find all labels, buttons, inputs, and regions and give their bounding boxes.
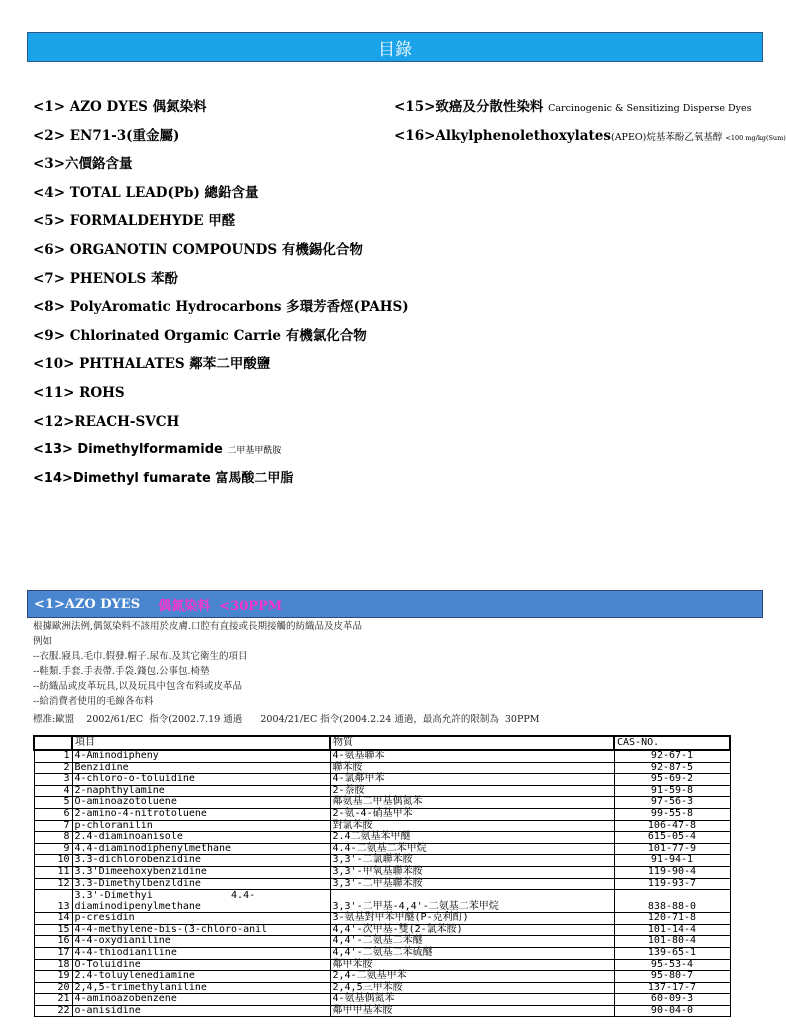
- row-item: 3.3'-Dimethyi 4.4- diaminodipenylmethane: [72, 890, 330, 913]
- row-cas: 92-87-5: [614, 762, 730, 774]
- header-substance: 物質: [330, 736, 614, 750]
- azo-dyes-table: [33, 735, 731, 1017]
- standard-line: 標准:歐盟 2002/61/EC 指令(2002.7.19 通過 2004/21/EC 指令(2004.2.24 通過，最高允許的限制為 30PPM: [33, 714, 540, 725]
- row-item: 2.4-diaminoanisole: [72, 832, 330, 844]
- toc-item-label: <16>Alkylphenolethoxylates: [394, 127, 611, 144]
- row-number: 10: [34, 855, 72, 867]
- toc-item: [33, 439, 393, 468]
- toc-item: [33, 382, 393, 411]
- toc-item-label: <11> ROHS: [33, 384, 125, 401]
- toc-item: [394, 125, 786, 154]
- note-line: --給消費者使用的毛線各布料: [33, 696, 154, 707]
- toc-left-column: [33, 96, 409, 496]
- toc-item: [33, 153, 393, 182]
- section-label: <1>AZO DYES: [34, 596, 159, 612]
- toc-item-label: <13> Dimethylformamide: [33, 442, 228, 458]
- row-number: 16: [34, 936, 72, 948]
- row-number: 3: [34, 774, 72, 786]
- row-number: 1: [34, 750, 72, 762]
- toc-item: [33, 125, 393, 154]
- row-cas: 91-59-8: [614, 785, 730, 797]
- row-substance: 鄰氨基二甲基偶氮苯: [330, 797, 614, 809]
- row-substance: 對氯苯胺: [330, 820, 614, 832]
- row-item: O-aminoazotoluene: [72, 797, 330, 809]
- row-number: 21: [34, 994, 72, 1006]
- row-number: 5: [34, 797, 72, 809]
- row-number: 20: [34, 982, 72, 994]
- note-line: --鞋類.手套.手表帶.手袋.錢包.公事包.椅墊: [33, 666, 210, 677]
- row-item: p-cresidin: [72, 913, 330, 925]
- table-row: [34, 762, 730, 774]
- row-substance: 3,3'-甲氧基聯苯胺: [330, 866, 614, 878]
- row-substance: 鄰甲甲基苯胺: [330, 1005, 614, 1017]
- note-line: 例如: [33, 636, 53, 647]
- toc-item-limit: <100 mg/kg(Sum): [725, 133, 786, 142]
- row-substance: 4,4'-次甲基-雙(2-氯苯胺): [330, 924, 614, 936]
- table-row: [34, 936, 730, 948]
- toc-item: [33, 210, 393, 239]
- row-number: 14: [34, 913, 72, 925]
- row-item: O-Toluidine: [72, 959, 330, 971]
- toc-item-label: <14>Dimethyl fumarate 富馬酸二甲脂: [33, 470, 294, 486]
- table-row: [34, 959, 730, 971]
- row-number: 13: [34, 890, 72, 913]
- toc-item-label: <15>致癌及分散性染料: [394, 99, 549, 115]
- toc-item-label: <8> PolyAromatic Hydrocarbons 多環芳香烴(PAHS): [33, 299, 409, 316]
- section-label-limit: 偶氮染料 <30PPM: [158, 598, 283, 614]
- header-cas: CAS-NO.: [614, 736, 730, 750]
- row-item: p-chloranilin: [72, 820, 330, 832]
- toc-item: [33, 182, 393, 211]
- toc-item: [33, 353, 393, 382]
- note-line: 根據歐洲法例,偶氮染料不該用於皮膚.口腔有直接或長期接觸的紡織品及皮革品: [33, 621, 363, 632]
- row-cas: 60-09-3: [614, 994, 730, 1006]
- row-number: 2: [34, 762, 72, 774]
- toc-item-label: <10> PHTHALATES 鄰苯二甲酸鹽: [33, 356, 271, 373]
- table-row: [34, 913, 730, 925]
- row-number: 22: [34, 1005, 72, 1017]
- row-number: 7: [34, 820, 72, 832]
- row-cas: 101-14-4: [614, 924, 730, 936]
- table-header-row: [34, 736, 730, 750]
- row-cas: 137-17-7: [614, 982, 730, 994]
- table-row: [34, 832, 730, 844]
- toc-item-label: <4> TOTAL LEAD(Pb) 總鉛含量: [33, 184, 259, 201]
- row-item: 3.3-dichlorobenzidine: [72, 855, 330, 867]
- row-cas: 139-65-1: [614, 947, 730, 959]
- toc-item-sublabel: Carcinogenic & Sensitizing Disperse Dyes: [548, 103, 752, 114]
- table-row: [34, 947, 730, 959]
- row-item: 2.4-toluylenediamine: [72, 971, 330, 983]
- toc-item-label: <12>REACH-SVCH: [33, 413, 180, 430]
- row-number: 17: [34, 947, 72, 959]
- row-number: 18: [34, 959, 72, 971]
- row-cas: 838-88-0: [614, 890, 730, 913]
- row-number: 11: [34, 866, 72, 878]
- toc-item-label: <1> AZO DYES 偶氮染料: [33, 99, 207, 115]
- section-header-azo-dyes: [27, 590, 763, 618]
- table-row: [34, 750, 730, 762]
- note-line: --衣服.寢具.毛巾.假發.帽子.尿布.及其它衛生的項目: [33, 651, 248, 662]
- row-item: 4-4-methylene-bis-(3-chloro-anil: [72, 924, 330, 936]
- row-cas: 119-93-7: [614, 878, 730, 890]
- row-cas: 95-53-4: [614, 959, 730, 971]
- table-row: [34, 890, 730, 913]
- row-substance: 聯苯胺: [330, 762, 614, 774]
- row-substance: 4,4'-二氨基二苯醚: [330, 936, 614, 948]
- row-item: o-anisidine: [72, 1005, 330, 1017]
- toc-item: [33, 325, 393, 354]
- table-row: [34, 774, 730, 786]
- row-cas: 90-04-0: [614, 1005, 730, 1017]
- note-line: --紡織品或皮革玩具,以及玩具中包含布料或皮革品: [33, 681, 242, 692]
- toc-item-label: <7> PHENOLS 苯酚: [33, 270, 178, 287]
- toc-item: [33, 296, 409, 325]
- toc-item: [33, 239, 393, 268]
- row-substance: 2.4二氨基苯甲醚: [330, 832, 614, 844]
- table-row: [34, 797, 730, 809]
- row-substance: 4-氯鄰甲苯: [330, 774, 614, 786]
- toc-item: [33, 411, 393, 440]
- table-row: [34, 808, 730, 820]
- row-substance: 2,4-二氨基甲苯: [330, 971, 614, 983]
- toc-item-label: <5> FORMALDEHYDE 甲醛: [33, 213, 236, 230]
- toc-item-sublabel: 二甲基甲酰胺: [227, 446, 282, 457]
- header-no: [34, 736, 72, 750]
- row-number: 19: [34, 971, 72, 983]
- toc-item: [394, 96, 764, 125]
- row-number: 12: [34, 878, 72, 890]
- toc-item-label: <6> ORGANOTIN COMPOUNDS 有機錫化合物: [33, 241, 363, 258]
- document-title-bar: [27, 32, 763, 62]
- row-cas: 615-05-4: [614, 832, 730, 844]
- row-item: Benzidine: [72, 762, 330, 774]
- row-item: 3.3-Dimethylbenzldine: [72, 878, 330, 890]
- toc-item-label: <3>六價鉻含量: [33, 156, 133, 173]
- row-cas: 97-56-3: [614, 797, 730, 809]
- row-substance: 4,4'-二氨基二苯硫醚: [330, 947, 614, 959]
- row-item: 4-4-oxydianiline: [72, 936, 330, 948]
- row-substance: 4-氨基聯苯: [330, 750, 614, 762]
- toc-item-sublabel: (APEO)烷基苯酚乙氧基醇: [610, 131, 726, 143]
- row-item: 2-naphthylamine: [72, 785, 330, 797]
- row-cas: 106-47-8: [614, 820, 730, 832]
- toc-right-column: [394, 96, 786, 153]
- row-item: 3.3'Dimeehoxybenzidine: [72, 866, 330, 878]
- row-substance: 2-氨-4-硝基甲苯: [330, 808, 614, 820]
- row-number: 9: [34, 843, 72, 855]
- row-cas: 92-67-1: [614, 750, 730, 762]
- toc-item: [33, 268, 393, 297]
- toc-item-label: <2> EN71-3(重金屬): [33, 127, 180, 144]
- table-row: [34, 994, 730, 1006]
- regulation-notes: [33, 619, 753, 709]
- row-item: 2,4,5-trimethylaniline: [72, 982, 330, 994]
- row-item: 4-Aminodipheny: [72, 750, 330, 762]
- row-cas: 99-55-8: [614, 808, 730, 820]
- row-number: 8: [34, 832, 72, 844]
- row-item: 4-aminoazobenzene: [72, 994, 330, 1006]
- table-row: [34, 855, 730, 867]
- header-item: 項目: [72, 736, 330, 750]
- row-substance: 2-萘胺: [330, 785, 614, 797]
- row-cas: 91-94-1: [614, 855, 730, 867]
- row-cas: 101-80-4: [614, 936, 730, 948]
- toc-item: [33, 468, 393, 497]
- row-cas: 120-71-8: [614, 913, 730, 925]
- table-row: [34, 878, 730, 890]
- row-substance: 4.4-二氨基二苯甲烷: [330, 843, 614, 855]
- row-substance: 2,4,5三甲苯胺: [330, 982, 614, 994]
- row-number: 4: [34, 785, 72, 797]
- row-item: 4-chloro-o-toluidine: [72, 774, 330, 786]
- row-substance: 鄰甲苯胺: [330, 959, 614, 971]
- azo-table-container: [33, 735, 729, 1024]
- table-row: [34, 820, 730, 832]
- row-cas: 95-69-2: [614, 774, 730, 786]
- row-cas: 95-80-7: [614, 971, 730, 983]
- toc-item-label: <9> Chlorinated Orgamic Carrie 有機氯化合物: [33, 327, 367, 344]
- row-substance: 3-氨基對甲苯甲醚(P-克利酊): [330, 913, 614, 925]
- document-title: 目錄: [378, 39, 412, 60]
- table-row: [34, 866, 730, 878]
- row-number: 6: [34, 808, 72, 820]
- toc-item: [33, 96, 393, 125]
- row-substance: 3,3'-二甲基-4,4'-二氨基二苯甲烷: [330, 890, 614, 913]
- table-row: [34, 1005, 730, 1017]
- row-item: 4.4-diaminodiphenylmethane: [72, 843, 330, 855]
- row-substance: 4-氨基偶氮苯: [330, 994, 614, 1006]
- row-cas: 119-90-4: [614, 866, 730, 878]
- row-item: 2-amino-4-nitrotoluene: [72, 808, 330, 820]
- row-item: 4-4-thiodianiline: [72, 947, 330, 959]
- row-substance: 3,3'-二甲基聯苯胺: [330, 878, 614, 890]
- row-substance: 3,3'-二氯聯苯胺: [330, 855, 614, 867]
- row-cas: 101-77-9: [614, 843, 730, 855]
- table-row: [34, 971, 730, 983]
- row-number: 15: [34, 924, 72, 936]
